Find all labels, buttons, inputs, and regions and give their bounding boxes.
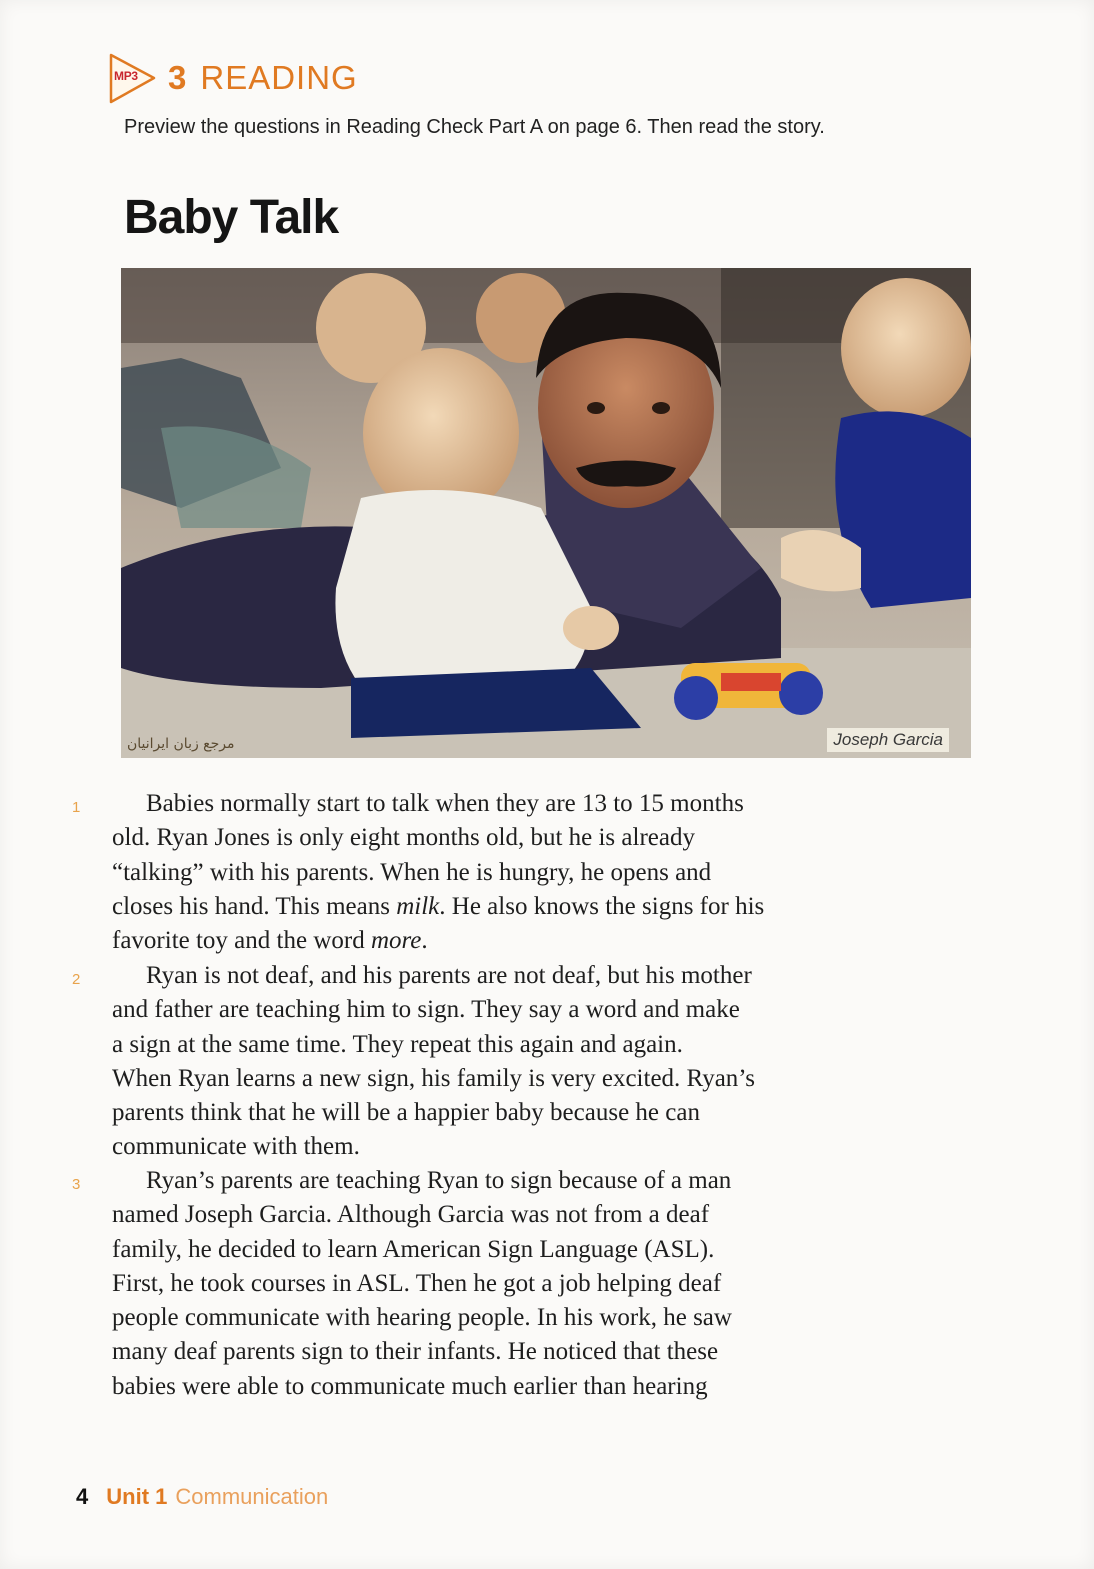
section-number: 3 xyxy=(168,59,187,96)
paragraph-line: and father are teaching him to sign. They say a word and make xyxy=(112,996,740,1024)
paragraph-1 xyxy=(72,787,962,958)
paragraph-line: closes his hand. This means milk. He also knows the signs for his xyxy=(112,892,765,920)
paragraph-line: people communicate with hearing people. In his work, he saw xyxy=(112,1304,732,1332)
paragraph-line: old. Ryan Jones is only eight months old, but he is already xyxy=(112,824,695,852)
paragraph-line: First, he took courses in ASL. Then he got a job helping deaf xyxy=(112,1269,722,1297)
paragraph-line: babies were able to communicate much earlier than hearing xyxy=(112,1372,708,1400)
story-photo xyxy=(121,268,971,758)
paragraph-number: 1 xyxy=(72,799,81,816)
paragraph-line: Babies normally start to talk when they are 13 to 15 months xyxy=(146,790,744,817)
paragraph-line: named Joseph Garcia. Although Garcia was not from a deaf xyxy=(112,1201,710,1229)
paragraph-line: a sign at the same time. They repeat this again and again. xyxy=(112,1030,683,1058)
section-header xyxy=(108,50,358,106)
story-title: Baby Talk xyxy=(124,191,339,244)
emphasized-word: milk xyxy=(396,892,440,920)
paragraph-line: Ryan is not deaf, and his parents are not deaf, but his mother xyxy=(146,962,752,989)
paragraph-line: parents think that he will be a happier baby because he can xyxy=(112,1099,700,1127)
photo-watermark: مرجع زبان ایرانیان xyxy=(127,736,235,752)
page-footer xyxy=(76,1484,328,1510)
photo-credit: Joseph Garcia xyxy=(827,728,949,752)
section-title: READING xyxy=(200,59,358,96)
paragraph-line: “talking” with his parents. When he is hungry, he opens and xyxy=(112,858,712,886)
paragraph-line: many deaf parents sign to their infants. He noticed that these xyxy=(112,1338,719,1366)
paragraph-line: family, he decided to learn American Sign Language (ASL). xyxy=(112,1235,715,1263)
paragraph-3 xyxy=(72,1164,962,1404)
paragraph-line: When Ryan learns a new sign, his family is very excited. Ryan’s xyxy=(112,1064,755,1092)
paragraph-number: 3 xyxy=(72,1176,81,1193)
paragraph-line: Ryan’s parents are teaching Ryan to sign because of a man xyxy=(146,1167,732,1194)
emphasized-word: more xyxy=(370,927,422,955)
photo-illustration xyxy=(121,268,971,758)
paragraph-line: favorite toy and the word more. xyxy=(112,927,428,955)
unit-label: Unit 1 xyxy=(106,1484,168,1509)
paragraph-2 xyxy=(72,959,962,1165)
unit-title: Communication xyxy=(175,1484,329,1509)
instructions: Preview the questions in Reading Check Part A on page 6. Then read the story. xyxy=(124,116,825,138)
page-number: 4 xyxy=(76,1484,89,1509)
mp3-audio-icon[interactable] xyxy=(108,52,158,104)
mp3-label: MP3 xyxy=(114,69,138,83)
paragraph-number: 2 xyxy=(72,971,81,988)
paragraph-line: communicate with them. xyxy=(112,1133,360,1161)
